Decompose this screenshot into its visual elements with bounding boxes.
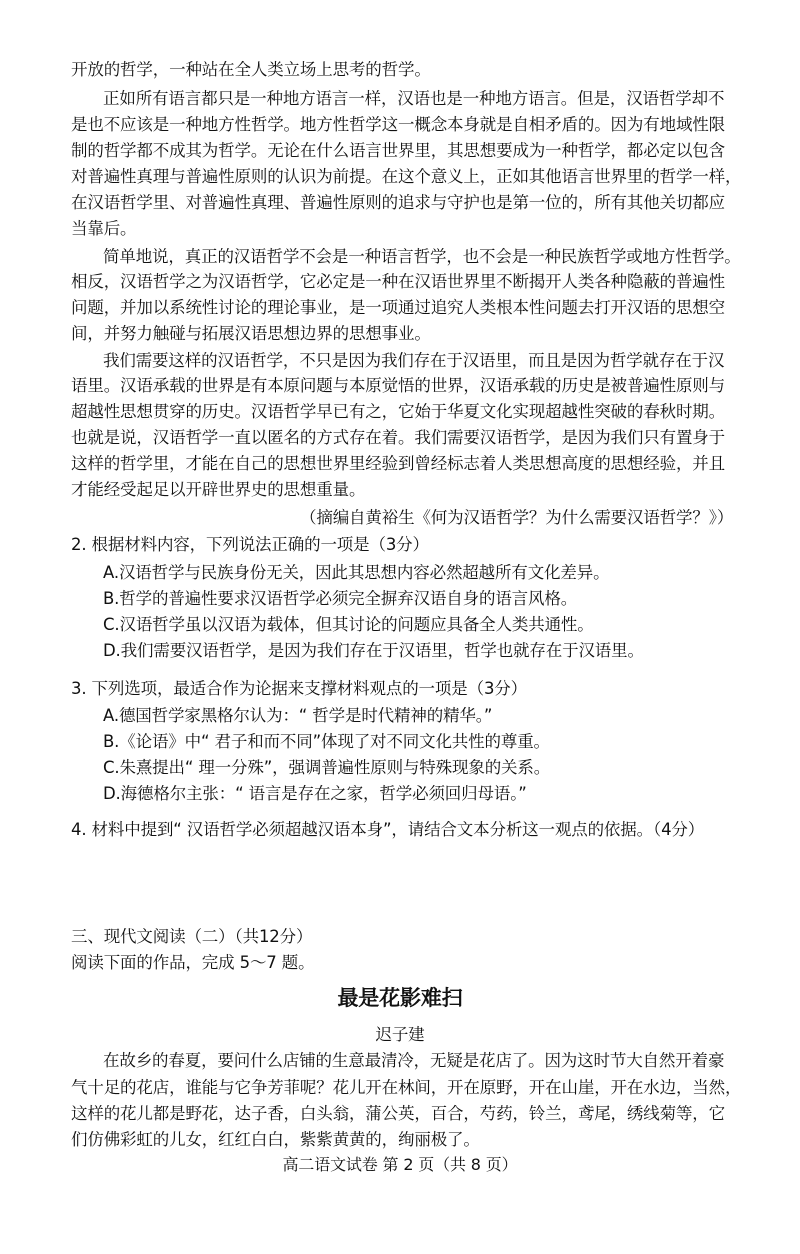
story-line: 气十足的花店，谁能与它争芳菲呢？花儿开在林间，开在原野，开在山崖，开在水边，当然， bbox=[71, 1078, 742, 1097]
question-4-stem: 4. 材料中提到“ 汉语哲学必须超越汉语本身”，请结合文本分析这一观点的依据。（4分） bbox=[71, 820, 705, 839]
question-2-option-b: B.哲学的普遍性要求汉语哲学必须完全摒弃汉语自身的语言风格。 bbox=[103, 589, 578, 608]
story-line: 们仿佛彩虹的儿女，红红白白，紫紫黄黄的，绚丽极了。 bbox=[71, 1130, 480, 1149]
question-2-stem: 2. 根据材料内容，下列说法正确的一项是（3分） bbox=[71, 535, 429, 554]
question-3-option-b: B.《论语》中“ 君子和而不同”体现了对不同文化共性的尊重。 bbox=[103, 732, 550, 751]
passage-line: 这样的哲学里，才能在自己的思想世界里经验到曾经标志着人类思想高度的思想经验，并且 bbox=[71, 454, 726, 473]
passage-line: 简单地说，真正的汉语哲学不会是一种语言哲学，也不会是一种民族哲学或地方性哲学。 bbox=[103, 247, 741, 266]
story-line: 在故乡的春夏，要问什么店铺的生意最清冷，无疑是花店了。因为这时节大自然开着豪 bbox=[103, 1051, 725, 1070]
question-3-stem: 3. 下列选项，最适合作为论据来支撑材料观点的一项是（3分） bbox=[71, 679, 527, 698]
passage-line: 语里。汉语承载的世界是有本原问题与本原觉悟的世界，汉语承载的历史是被普遍性原则与 bbox=[71, 376, 726, 395]
question-2-option-c: C.汉语哲学虽以汉语为载体，但其讨论的问题应具备全人类共通性。 bbox=[103, 615, 594, 634]
question-3-option-d: D.海德格尔主张：“ 语言是存在之家，哲学必须回归母语。” bbox=[103, 784, 527, 803]
passage-line: 也就是说，汉语哲学一直以匿名的方式存在着。我们需要汉语哲学，是因为我们只有置身于 bbox=[71, 428, 726, 447]
question-3-option-a: A.德国哲学家黑格尔认为：“ 哲学是时代精神的精华。” bbox=[103, 706, 493, 725]
page-footer: 高二语文试卷 第 2 页（共 8 页） bbox=[282, 1155, 518, 1174]
passage-line: 问题，并加以系统性讨论的理论事业，是一项通过追究人类根本性问题去打开汉语的思想空 bbox=[71, 298, 726, 317]
passage-line: 制的哲学都不成其为哲学。无论在什么语言世界里，其思想要成为一种哲学，都必定以包含 bbox=[71, 141, 726, 160]
section-instruction: 阅读下面的作品，完成 5～7 题。 bbox=[71, 953, 315, 972]
story-line: 这样的花儿都是野花，达子香，白头翁，蒲公英，百合，芍药，铃兰，鸢尾，绣线菊等，它 bbox=[71, 1104, 726, 1123]
passage-line: 我们需要这样的汉语哲学，不只是因为我们存在于汉语里，而且是因为哲学就存在于汉 bbox=[103, 351, 725, 370]
passage-line: 对普遍性真理与普遍性原则的认识为前提。在这个意义上，正如其他语言世界里的哲学一样， bbox=[71, 167, 742, 186]
question-2-option-d: D.我们需要汉语哲学，是因为我们存在于汉语里，哲学也就存在于汉语里。 bbox=[103, 641, 644, 660]
passage-line: 开放的哲学，一种站在全人类立场上思考的哲学。 bbox=[71, 60, 431, 79]
passage-line: 间，并努力触碰与拓展汉语思想边界的思想事业。 bbox=[71, 324, 431, 343]
passage-line: 是也不应该是一种地方性哲学。地方性哲学这一概念本身就是自相矛盾的。因为有地域性限 bbox=[71, 115, 726, 134]
passage-line: 超越性思想贯穿的历史。汉语哲学早已有之，它始于华夏文化实现超越性突破的春秋时期。 bbox=[71, 402, 726, 421]
passage-line: 在汉语哲学里、对普遍性真理、普遍性原则的追求与守护也是第一位的，所有其他关切都应 bbox=[71, 193, 726, 212]
story-author: 迟子建 bbox=[375, 1025, 425, 1044]
passage-line: 才能经受起足以开辟世界史的思想重量。 bbox=[71, 480, 366, 499]
question-3-option-c: C.朱熹提出“ 理一分殊”，强调普遍性原则与特殊现象的关系。 bbox=[103, 758, 551, 777]
section-heading: 三、现代文阅读（二）（共12分） bbox=[71, 927, 313, 946]
question-2-option-a: A.汉语哲学与民族身份无关，因此其思想内容必然超越所有文化差异。 bbox=[103, 563, 610, 582]
passage-line: 相反，汉语哲学之为汉语哲学，它必定是一种在汉语世界里不断揭开人类各种隐蔽的普遍性 bbox=[71, 272, 726, 291]
passage-line: 当靠后。 bbox=[71, 219, 137, 238]
passage-line: 正如所有语言都只是一种地方语言一样，汉语也是一种地方语言。但是，汉语哲学却不 bbox=[103, 89, 725, 108]
story-title: 最是花影难扫 bbox=[337, 986, 463, 1010]
passage-citation: （摘编自黄裕生《何为汉语哲学？为什么需要汉语哲学？》） bbox=[300, 508, 734, 527]
